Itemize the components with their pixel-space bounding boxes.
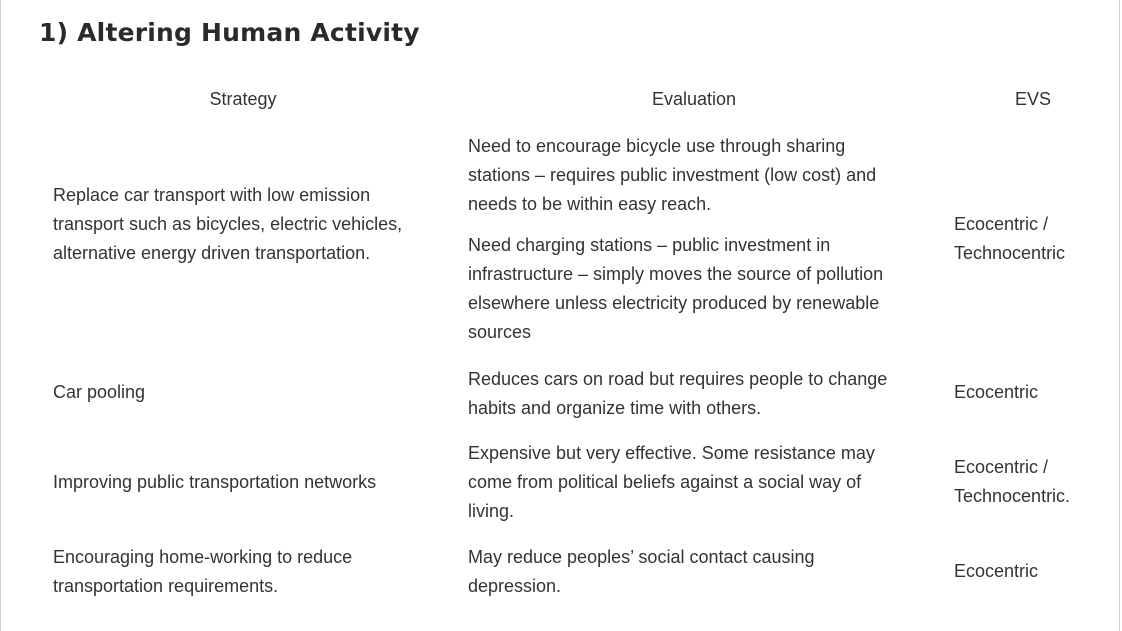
table-row-1-evaluation-2: Need charging stations – public investment in infrastructure – simply moves the source of pollution elsewhere unless electricity produced by renewable sources bbox=[468, 235, 884, 342]
table-row-1-evaluation-1: Need to encourage bicycle use through sharing stations – requires public investment (low cost) and needs to be within easy reach. bbox=[468, 136, 877, 214]
section-title: 1) Altering Human Activity bbox=[39, 18, 420, 47]
column-header-strategy: Strategy bbox=[209, 89, 277, 109]
table-row-4-evaluation: May reduce peoples’ social contact causing depression. bbox=[468, 547, 815, 596]
table-row-2-strategy: Car pooling bbox=[53, 382, 146, 402]
table-row-1-evs: Ecocentric / Technocentric bbox=[954, 214, 1066, 263]
column-header-evaluation: Evaluation bbox=[651, 89, 737, 109]
table-row-3-strategy: Improving public transportation networks bbox=[53, 472, 377, 492]
table-row-4-evs: Ecocentric bbox=[954, 561, 1039, 581]
table-row-2-evaluation: Reduces cars on road but requires people to change habits and organize time with others. bbox=[468, 369, 888, 418]
table-row-3-evaluation: Expensive but very effective. Some resistance may come from political beliefs against a social way of living. bbox=[468, 443, 875, 521]
table-row-4-strategy: Encouraging home-working to reduce transportation requirements. bbox=[53, 547, 353, 596]
table-row-3-evs: Ecocentric / Technocentric. bbox=[954, 457, 1071, 506]
table-row-2-evs: Ecocentric bbox=[954, 382, 1039, 402]
table-row-1-strategy: Replace car transport with low emission transport such as bicycles, electric vehicles, alternative energy driven transportation. bbox=[53, 185, 403, 263]
column-header-evs: EVS bbox=[1014, 89, 1052, 109]
